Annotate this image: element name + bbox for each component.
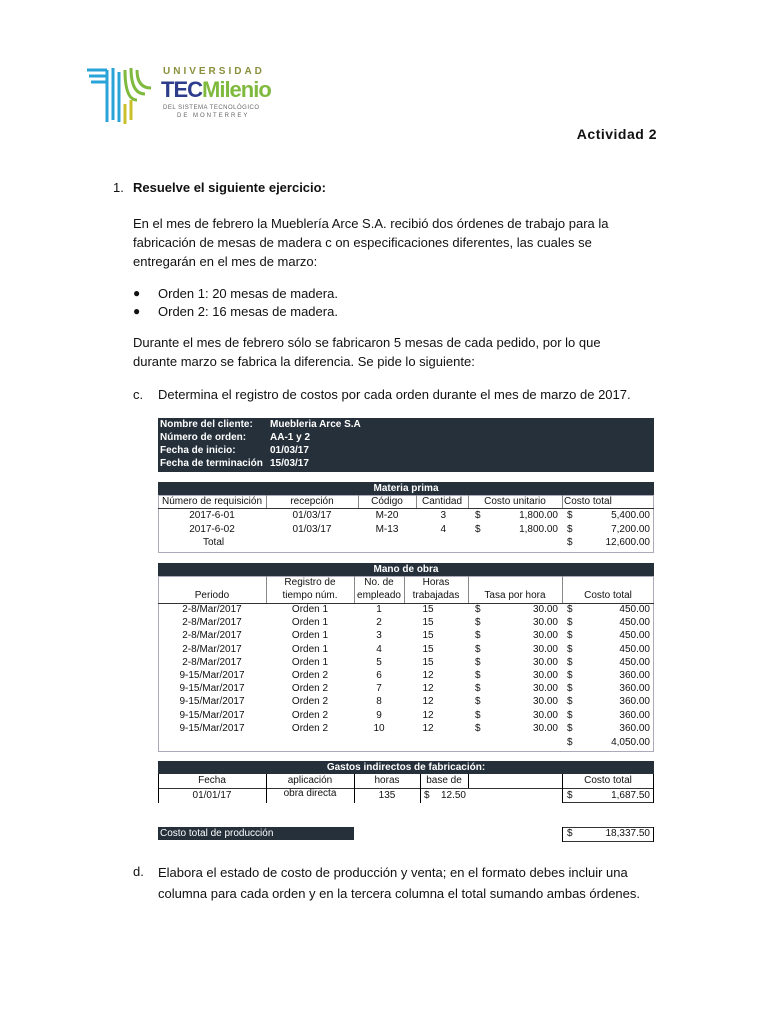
table-cell: 1,800.00 [519, 510, 558, 521]
page-title: Actividad 2 [576, 126, 657, 142]
table-cell: Orden 2 [291, 696, 329, 708]
table-cell: 1 [376, 604, 382, 615]
column-header: Fecha [198, 775, 226, 786]
table-cell: 12.50 [440, 790, 466, 801]
currency-symbol: $ [567, 630, 573, 642]
table-cell: 7 [376, 683, 382, 695]
column-header: recepción [290, 496, 334, 507]
total-value: 18,337.50 [605, 828, 650, 839]
table-cell: M-20 [375, 510, 399, 521]
column-header: No. de [364, 577, 394, 588]
table-cell: 9-15/Mar/2017 [179, 709, 245, 721]
table-cell: 30.00 [532, 656, 558, 668]
table-cell: Orden 2 [291, 722, 329, 734]
total-value: 4,050.00 [611, 737, 650, 748]
table-cell: 360.00 [619, 683, 650, 695]
header-value: 15/03/17 [270, 458, 309, 469]
item-c-letter: c. [133, 387, 144, 402]
table-cell: 12 [422, 722, 434, 734]
header-label: Nombre del cliente: [160, 419, 253, 430]
logo-universidad-text: UNIVERSIDAD [163, 66, 265, 77]
bullet-dot: ● [133, 286, 141, 300]
logo-subtitle-2: DE MONTERREY [177, 113, 250, 119]
total-value: 12,600.00 [605, 537, 650, 548]
university-logo [85, 60, 275, 130]
currency-symbol: $ [475, 683, 481, 695]
mano-de-obra-title: Mano de obra [158, 563, 654, 576]
currency-symbol: $ [475, 709, 481, 721]
paragraph-1: En el mes de febrero la Mueblería Arce S.A. recibió dos órdenes de trabajo para la fabricación de mesas de madera c on especificaciones diferentes, las cuales se entregarán en el mes de marzo: [133, 216, 609, 269]
table-cell: 360.00 [619, 696, 650, 708]
table-cell: $ [567, 790, 573, 801]
table-cell: 30.00 [532, 604, 558, 615]
currency-symbol: $ [567, 643, 573, 655]
column-header: Costo total [564, 496, 612, 507]
total-label: Total [203, 537, 225, 548]
gastos-indirectos-table [158, 761, 654, 803]
table-cell: $ [475, 524, 481, 535]
header-value: Muebleria Arce S.A [270, 419, 361, 430]
table-cell: 9-15/Mar/2017 [179, 683, 245, 695]
table-cell: Orden 1 [291, 656, 329, 668]
column-header: Costo unitario [484, 496, 546, 507]
table-cell: 12 [422, 670, 434, 681]
table-cell: 2 [376, 617, 382, 629]
currency-symbol: $ [475, 696, 481, 708]
table-cell: 450.00 [619, 617, 650, 629]
table-cell: $ [424, 790, 430, 801]
table-cell: Orden 1 [291, 630, 329, 642]
table-cell: 135 [378, 790, 396, 801]
gastos-indirectos-title: Gastos indirectos de fabricación: [158, 761, 654, 774]
order-header-block [158, 418, 654, 472]
currency-symbol: $ [567, 722, 573, 734]
table-cell: 9-15/Mar/2017 [179, 722, 245, 734]
table-cell: 12 [422, 696, 434, 708]
table-cell: 5,400.00 [611, 510, 650, 521]
header-label: Fecha de inicio: [160, 445, 236, 456]
table-cell: 360.00 [619, 670, 650, 681]
currency-symbol: $ [567, 670, 573, 681]
table-cell: 4 [376, 643, 382, 655]
currency-symbol: $ [567, 604, 573, 615]
table-cell: 15 [422, 643, 434, 655]
table-cell: 15 [422, 617, 434, 629]
table-cell: 9-15/Mar/2017 [179, 696, 245, 708]
instruction: Resuelve el siguiente ejercicio: [133, 180, 326, 195]
currency-symbol: $ [567, 656, 573, 668]
bullet-item: Orden 2: 16 mesas de madera. [158, 304, 338, 319]
table-cell: 7,200.00 [611, 524, 650, 535]
column-header: trabajadas [412, 590, 460, 601]
table-cell: 9-15/Mar/2017 [179, 670, 245, 681]
column-header: Costo total [584, 590, 632, 601]
table-cell: $ [475, 510, 481, 521]
currency-symbol: $ [567, 683, 573, 695]
table-cell: 2017-6-02 [189, 524, 235, 535]
item-c-text: Determina el registro de costos por cada orden durante el mes de marzo de 2017. [158, 387, 631, 402]
column-header: Tasa por hora [484, 590, 546, 601]
table-cell: 15 [422, 656, 434, 668]
table-cell: 30.00 [532, 617, 558, 629]
table-cell: Orden 1 [291, 617, 329, 629]
table-cell: 12 [422, 709, 434, 721]
table-cell: 450.00 [619, 630, 650, 642]
column-header: tiempo núm. [282, 590, 338, 601]
item-number: 1. [113, 180, 124, 195]
currency-symbol: $ [475, 604, 481, 615]
column-header: horas [374, 775, 400, 786]
currency-symbol: $ [475, 656, 481, 668]
table-cell: 30.00 [532, 709, 558, 721]
currency-symbol: $ [475, 617, 481, 629]
table-cell: 8 [376, 696, 382, 708]
table-cell: 5 [376, 656, 382, 668]
column-header: Número de requisición [161, 496, 263, 507]
mano-de-obra-table [158, 563, 654, 751]
table-cell: Orden 2 [291, 670, 329, 681]
table-cell: 9 [376, 709, 382, 721]
materia-prima-title: Materia prima [158, 482, 654, 495]
currency-symbol: $ [475, 643, 481, 655]
column-header: Cantidad [421, 496, 463, 507]
table-cell: 2017-6-01 [189, 510, 235, 521]
table-cell: 6 [376, 670, 382, 681]
total-symbol: $ [567, 828, 573, 839]
table-cell: Orden 2 [291, 709, 329, 721]
column-header: Horas [422, 577, 450, 588]
bullet-dot: ● [133, 304, 141, 318]
header-label: Número de orden: [160, 432, 247, 443]
item-d-text: Elabora el estado de costo de producción y venta; en el formato debes incluir una columna para cada orden y en la tercera columna el total sumando ambas órdenes. [158, 865, 641, 901]
table-cell: 1,687.50 [611, 790, 650, 801]
table-cell: 15 [422, 630, 434, 642]
table-cell: 30.00 [532, 643, 558, 655]
tecmilenio-logo-icon [85, 60, 157, 130]
header-label: Fecha de terminación [160, 458, 263, 469]
table-cell: 3 [440, 510, 446, 521]
table-cell: 30.00 [532, 696, 558, 708]
currency-symbol: $ [567, 617, 573, 629]
table-cell: 12 [422, 683, 434, 695]
column-header: Periodo [194, 590, 230, 601]
table-cell: $ [567, 524, 573, 535]
table-cell: Orden 1 [291, 604, 329, 615]
table-cell: 360.00 [619, 709, 650, 721]
table-cell: 450.00 [619, 656, 650, 668]
table-cell: 30.00 [532, 670, 558, 681]
logo-subtitle-1: DEL SISTEMA TECNOLÓGICO [163, 105, 260, 111]
column-header: Costo total [584, 775, 632, 786]
table-cell: 450.00 [619, 643, 650, 655]
paragraph-2: Durante el mes de febrero sólo se fabricaron 5 mesas de cada pedido, por lo que durante marzo se fabrica la diferencia. Se pide lo siguiente: [133, 335, 601, 369]
item-d-letter: d. [133, 864, 144, 879]
table-cell: 30.00 [532, 630, 558, 642]
table-cell: Orden 1 [291, 643, 329, 655]
table-cell: 01/03/17 [292, 524, 332, 535]
column-header: aplicación [287, 775, 333, 786]
table-cell: Orden 2 [291, 683, 329, 695]
table-cell: M-13 [375, 524, 399, 535]
column-header: Registro de [284, 577, 336, 588]
materia-prima-table [158, 482, 654, 552]
currency-symbol: $ [475, 670, 481, 681]
table-cell: obra directa [283, 788, 337, 799]
currency-symbol: $ [475, 722, 481, 734]
table-cell: 30.00 [532, 722, 558, 734]
table-cell: $ [567, 510, 573, 521]
column-header: Código [371, 496, 403, 507]
costo-total-row [158, 826, 654, 842]
table-cell: 450.00 [619, 604, 650, 615]
table-cell: 30.00 [532, 683, 558, 695]
currency-symbol: $ [567, 696, 573, 708]
table-cell: 2-8/Mar/2017 [182, 604, 242, 615]
column-header: empleado [357, 590, 401, 601]
table-cell: 2-8/Mar/2017 [182, 617, 242, 629]
header-value: 01/03/17 [270, 445, 309, 456]
table-cell: 360.00 [619, 722, 650, 734]
currency-symbol: $ [567, 709, 573, 721]
table-cell: 3 [376, 630, 382, 642]
header-value: AA-1 y 2 [270, 432, 311, 443]
table-cell: 2-8/Mar/2017 [182, 630, 242, 642]
table-cell: 10 [373, 722, 385, 734]
column-header: base de [426, 775, 462, 786]
table-cell: 01/01/17 [192, 790, 232, 801]
currency-symbol: $ [475, 630, 481, 642]
table-cell: 2-8/Mar/2017 [182, 643, 242, 655]
total-symbol: $ [567, 537, 573, 548]
table-cell: 1,800.00 [519, 524, 558, 535]
table-cell: 2-8/Mar/2017 [182, 656, 242, 668]
logo-tecmilenio-text: TECMilenio [161, 77, 271, 102]
total-symbol: $ [567, 737, 573, 748]
bullet-item: Orden 1: 20 mesas de madera. [158, 286, 338, 301]
table-cell: 4 [440, 524, 446, 535]
costo-total-label: Costo total de producción [158, 827, 354, 840]
table-cell: 15 [422, 604, 434, 615]
table-cell: 01/03/17 [292, 510, 332, 521]
